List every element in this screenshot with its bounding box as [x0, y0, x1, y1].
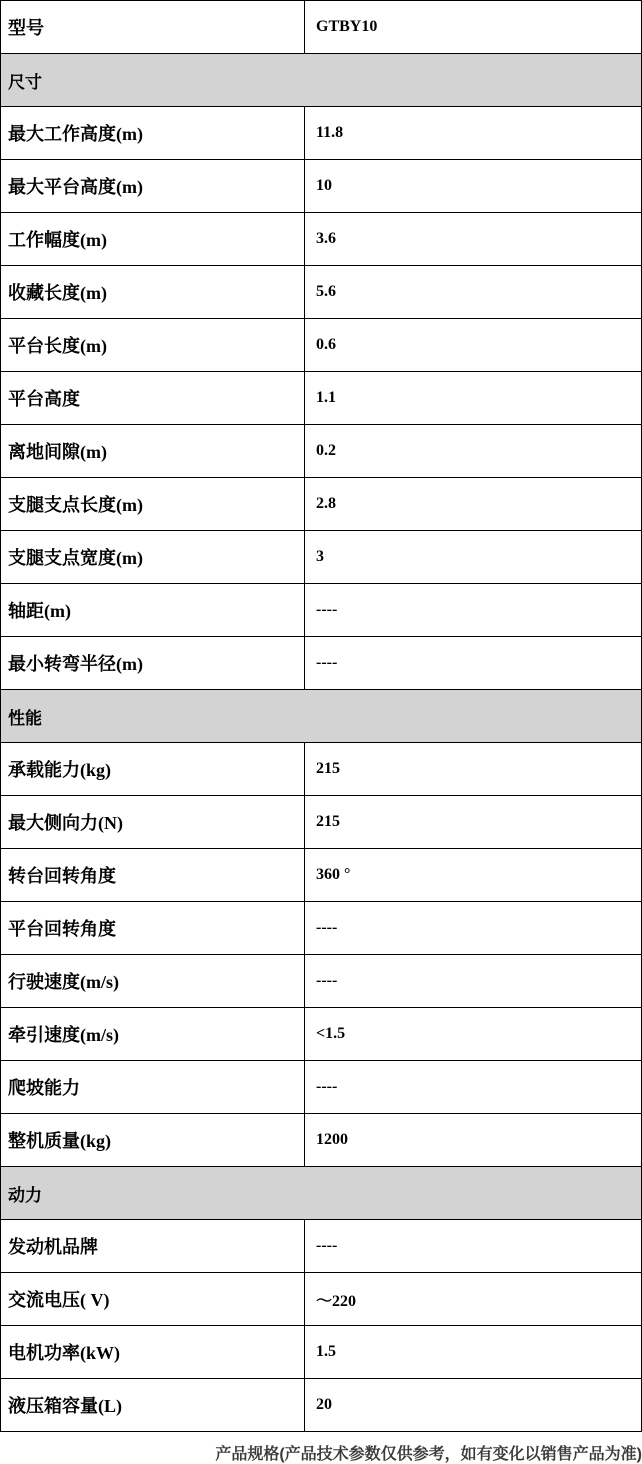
spec-value: 1.1: [305, 372, 642, 425]
spec-label: 支腿支点长度(m): [1, 478, 305, 531]
spec-value: ----: [305, 1061, 642, 1114]
spec-value: 11.8: [305, 107, 642, 160]
spec-row: [1, 1273, 642, 1326]
spec-row: [1, 637, 642, 690]
footer-disclaimer: 产品规格(产品技术参数仅供参考，如有变化以销售产品为准): [215, 1446, 642, 1463]
spec-row: [1, 955, 642, 1008]
spec-value: 10: [305, 160, 642, 213]
section-title: 动力: [1, 1167, 642, 1220]
spec-row: [1, 796, 642, 849]
spec-value: 0.6: [305, 319, 642, 372]
spec-row: [1, 531, 642, 584]
spec-row: [1, 319, 642, 372]
spec-value: 215: [305, 743, 642, 796]
spec-row: [1, 902, 642, 955]
spec-row: [1, 1, 642, 54]
spec-value: ----: [305, 902, 642, 955]
spec-value: 5.6: [305, 266, 642, 319]
spec-label: 轴距(m): [1, 584, 305, 637]
section-header-row: [1, 1167, 642, 1220]
spec-value: 3.6: [305, 213, 642, 266]
spec-label: 平台长度(m): [1, 319, 305, 372]
spec-value: ～220: [305, 1273, 642, 1326]
spec-row: [1, 1326, 642, 1379]
spec-value: 215: [305, 796, 642, 849]
spec-value: 2.8: [305, 478, 642, 531]
spec-row: [1, 743, 642, 796]
spec-label: 最大平台高度(m): [1, 160, 305, 213]
spec-row: [1, 160, 642, 213]
spec-label: 发动机品牌: [1, 1220, 305, 1273]
spec-row: [1, 266, 642, 319]
spec-table-body: [1, 1, 642, 1432]
spec-label: 平台回转角度: [1, 902, 305, 955]
spec-value: 0.2: [305, 425, 642, 478]
spec-value: ----: [305, 955, 642, 1008]
spec-value: ----: [305, 1220, 642, 1273]
spec-label: 工作幅度(m): [1, 213, 305, 266]
spec-row: [1, 478, 642, 531]
section-header-row: [1, 690, 642, 743]
spec-label: 行驶速度(m/s): [1, 955, 305, 1008]
spec-label: 最大工作高度(m): [1, 107, 305, 160]
spec-value: <1.5: [305, 1008, 642, 1061]
spec-label: 转台回转角度: [1, 849, 305, 902]
spec-label: 型号: [1, 1, 305, 54]
spec-row: [1, 1379, 642, 1432]
spec-value: 360 °: [305, 849, 642, 902]
spec-label: 液压箱容量(L): [1, 1379, 305, 1432]
spec-value: 20: [305, 1379, 642, 1432]
spec-value: 1200: [305, 1114, 642, 1167]
spec-value: ----: [305, 584, 642, 637]
spec-row: [1, 372, 642, 425]
spec-label: 整机质量(kg): [1, 1114, 305, 1167]
spec-row: [1, 1114, 642, 1167]
spec-label: 电机功率(kW): [1, 1326, 305, 1379]
spec-label: 支腿支点宽度(m): [1, 531, 305, 584]
spec-row: [1, 1220, 642, 1273]
spec-label: 平台高度: [1, 372, 305, 425]
section-title: 尺寸: [1, 54, 642, 107]
spec-row: [1, 1061, 642, 1114]
spec-label: 承载能力(kg): [1, 743, 305, 796]
spec-label: 离地间隙(m): [1, 425, 305, 478]
spec-row: [1, 849, 642, 902]
spec-value: GTBY10: [305, 1, 642, 54]
spec-row: [1, 584, 642, 637]
spec-label: 牵引速度(m/s): [1, 1008, 305, 1061]
spec-value: 3: [305, 531, 642, 584]
spec-label: 最大侧向力(N): [1, 796, 305, 849]
spec-row: [1, 1008, 642, 1061]
section-title: 性能: [1, 690, 642, 743]
spec-value: 1.5: [305, 1326, 642, 1379]
spec-row: [1, 107, 642, 160]
spec-label: 收藏长度(m): [1, 266, 305, 319]
spec-row: [1, 425, 642, 478]
spec-row: [1, 213, 642, 266]
section-header-row: [1, 54, 642, 107]
spec-label: 爬坡能力: [1, 1061, 305, 1114]
spec-label: 交流电压( V): [1, 1273, 305, 1326]
spec-label: 最小转弯半径(m): [1, 637, 305, 690]
spec-value: ----: [305, 637, 642, 690]
